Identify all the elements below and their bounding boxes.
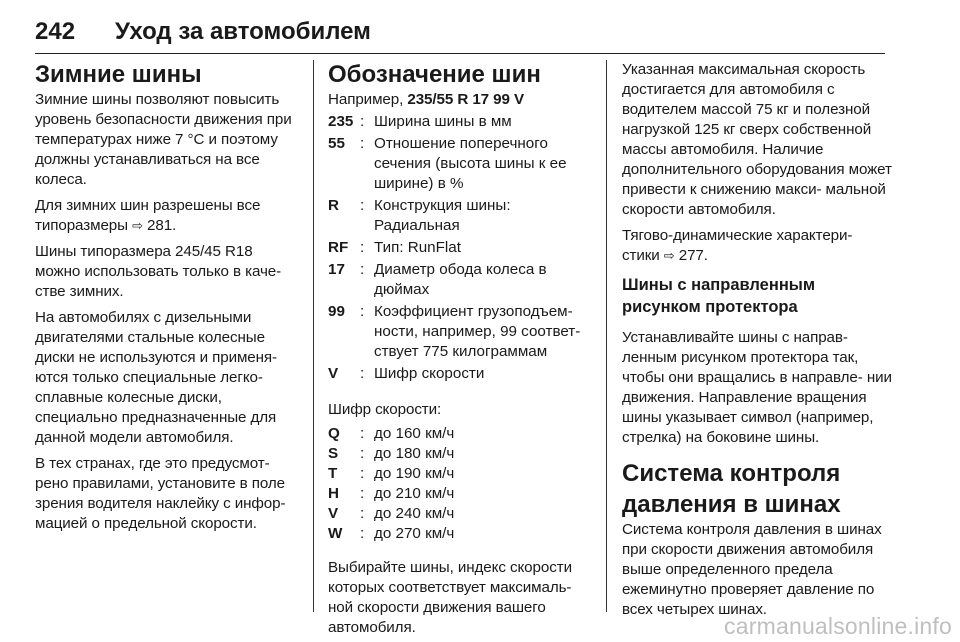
table-row: 235 : Ширина шины в мм — [328, 113, 512, 130]
paragraph: На автомобилях с дизельными двигателями стальные колесные диски не используются и применя- ются только специальные легко- сплавные колесные диски, специально предназначенные для данной модели автомобиля. — [35, 309, 278, 446]
table-row: Q : до 160 км/ч — [328, 425, 455, 442]
cross-reference-icon: ⇨ — [132, 218, 143, 233]
paragraph: Указанная максимальная скорость достигается для автомобиля с водителем массой 75 кг и полезной нагрузкой 125 кг сверх собственной массы автомобиля. Наличие дополнительного оборудования может привести к снижению макси- мальной скорости автомобиля. — [622, 61, 892, 218]
paragraph: Тягово-динамические характери- стики ⇨ 277. — [622, 227, 853, 264]
column-tyre-designation — [328, 60, 596, 642]
cross-reference-link[interactable]: 277. — [678, 247, 708, 264]
table-row: R : Конструкция шины: Радиальная — [328, 197, 511, 234]
paragraph: Система контроля давления в шинах при скорости движения автомобиля выше определенного предела ежеминутно проверяет давление по всех четырех шинах. — [622, 521, 882, 618]
table-row: 99 : Коэффициент грузоподъем- ности, например, 99 соответ- ствует 775 килограммам — [328, 303, 581, 360]
paragraph: Устанавливайте шины с направ- ленным рисунком протектора так, чтобы они вращались в направле- нии движения. Направление вращения шины указывает символ (например, стрелка) на боковине шины. — [622, 329, 892, 446]
table-row: H : до 210 км/ч — [328, 485, 455, 502]
page-header — [35, 12, 885, 54]
section-heading-tyre-pressure-monitoring: Система контроля давления в шинах — [622, 460, 841, 518]
example-line: Например, 235/55 R 17 99 V — [328, 91, 524, 108]
paragraph: В тех странах, где это предусмот- рено правилами, установите в поле зрения водителя наклейку с инфор- мацией о предельной скорости. — [35, 455, 286, 532]
column-divider — [606, 60, 607, 612]
paragraph: Выбирайте шины, индекс скорости которых соответствует максималь- ной скорости движения вашего автомобиля. — [328, 559, 572, 636]
section-heading-tyre-designation: Обозначение шин — [328, 61, 541, 88]
speed-code-table — [328, 424, 454, 544]
running-title: Уход за автомобилем — [115, 18, 371, 45]
example-value: 235/55 R 17 99 V — [407, 91, 524, 108]
watermark: carmanualsonline.info — [724, 613, 952, 639]
table-row: W : до 270 км/ч — [328, 525, 455, 542]
table-row: V : до 240 км/ч — [328, 505, 455, 522]
column-winter-tyres — [35, 60, 300, 540]
cross-reference-icon: ⇨ — [663, 248, 675, 263]
paragraph: Зимние шины позволяют повысить уровень безопасности движения при температурах ниже 7 °C и поэтому должны устанавливаться на все колеса. — [35, 91, 292, 188]
table-row: T : до 190 км/ч — [328, 465, 455, 482]
table-row: RF : Тип: RunFlat — [328, 239, 461, 256]
table-row: 17 : Диаметр обода колеса в дюймах — [328, 261, 547, 298]
speed-code-label: Шифр скорости: — [328, 401, 442, 418]
table-row: S : до 180 км/ч — [328, 445, 455, 462]
paragraph: Для зимних шин разрешены все типоразмеры ⇨ 281. — [35, 197, 261, 234]
section-heading-winter-tyres: Зимние шины — [35, 61, 202, 88]
column-divider — [313, 60, 314, 612]
designation-table — [328, 112, 596, 386]
column-speed-and-pressure — [622, 60, 892, 626]
paragraph: Шины типоразмера 245/45 R18 можно использовать только в каче- стве зимних. — [35, 243, 282, 300]
cross-reference-link[interactable]: 281. — [147, 217, 177, 234]
table-row: 55 : Отношение поперечного сечения (высота шины к ее ширине) в % — [328, 135, 567, 192]
section-heading-directional-tyres: Шины с направленным рисунком протектора — [622, 276, 816, 316]
table-row: V : Шифр скорости — [328, 365, 485, 382]
page-number: 242 — [35, 18, 76, 45]
